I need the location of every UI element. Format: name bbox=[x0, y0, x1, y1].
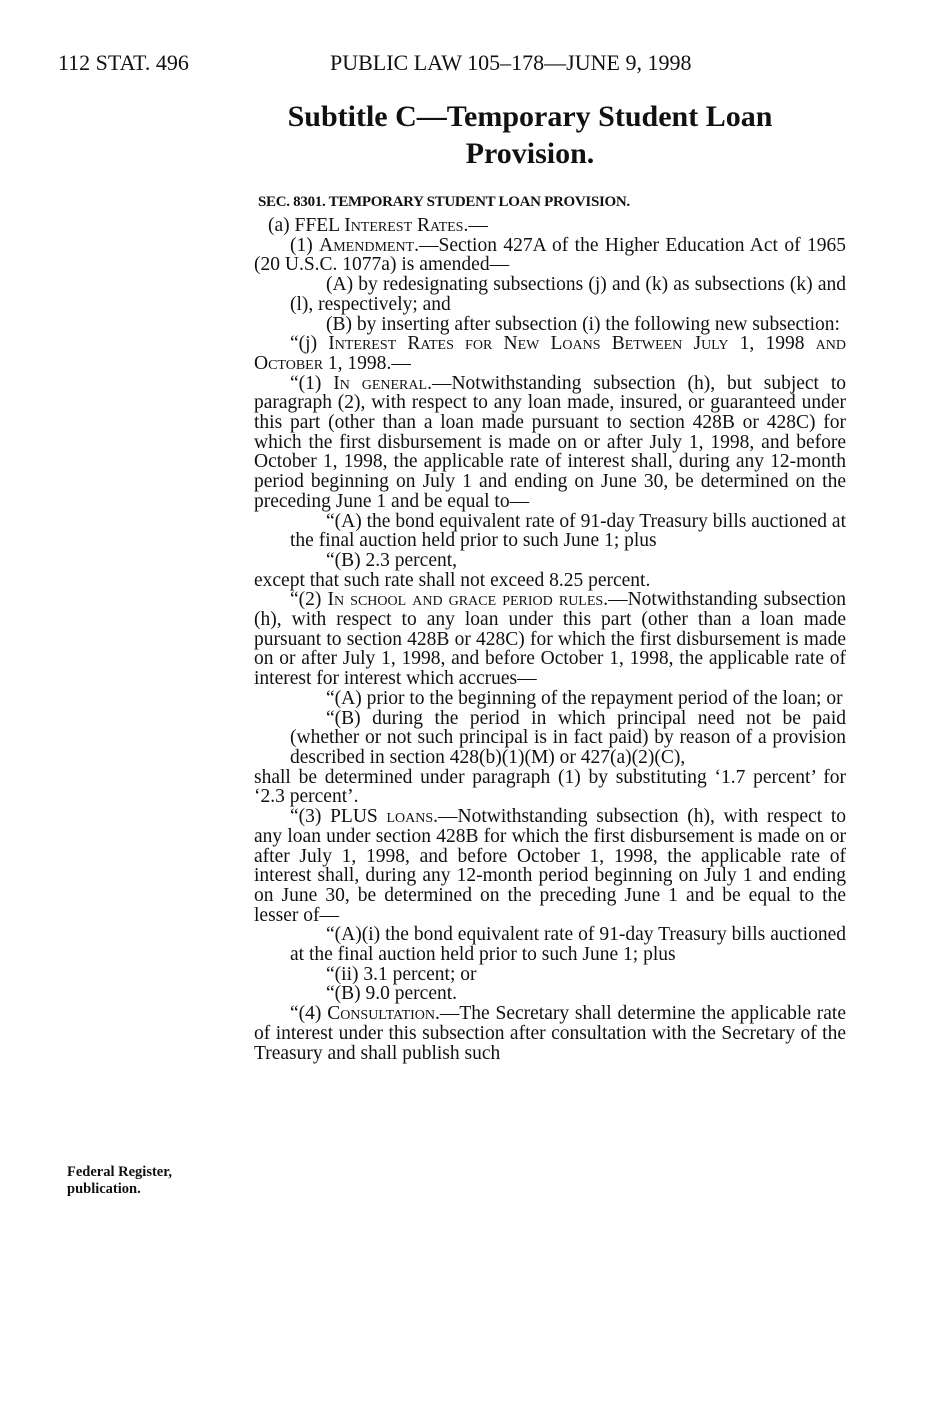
paragraph-1-text: .—Section 427A of the Higher Education Act of 1965 (20 U.S.C. 1077a) is amended— bbox=[254, 234, 846, 276]
subsection-j-tail: .— bbox=[386, 352, 411, 374]
j-paragraph-2 bbox=[254, 590, 846, 689]
j3-clause-ii: “(ii) 3.1 percent; or bbox=[326, 963, 477, 985]
j3-heading: loans bbox=[386, 806, 434, 828]
paragraph-1 bbox=[254, 236, 846, 275]
paragraph-1-label: (1) bbox=[290, 234, 320, 256]
j1-subparagraph-A: “(A) the bond equivalent rate of 91-day Treasury bills auctioned at the final auction held prior to such June 1; plus bbox=[290, 510, 846, 552]
subsection-j-label: “(j) bbox=[290, 333, 329, 355]
public-law-citation: PUBLIC LAW 105–178—JUNE 9, 1998 bbox=[330, 50, 692, 75]
j2-text: .—Notwithstanding subsection (h), with respect to any loan under this part (other than a loan made pursuant to section 428B or 428C) for which the first disbursement is made on or after July 1, 1998, and before October 1, 1998, the applicable rate of interest for interest which accrues— bbox=[254, 589, 846, 690]
j-paragraph-4 bbox=[254, 1004, 846, 1063]
page-header bbox=[0, 50, 947, 78]
j1-subparagraph-B: “(B) 2.3 percent, bbox=[326, 549, 458, 571]
j1-except-clause: except that such rate shall not exceed 8.25 percent. bbox=[254, 569, 651, 591]
subsection-a-label: (a) bbox=[268, 215, 295, 236]
j2-subparagraph-B: “(B) during the period in which principal need not be paid (whether or not such principal is in fact paid) by reason of a provision described in section 428(b)(1)(M) or 427(a)(2)(C), bbox=[290, 707, 846, 768]
j-paragraph-3 bbox=[254, 807, 846, 925]
subsection-a-heading: FFEL Interest Rates bbox=[294, 215, 464, 236]
j3-subparagraph-B: “(B) 9.0 percent. bbox=[326, 983, 458, 1005]
j-paragraph-1 bbox=[254, 374, 846, 512]
subparagraph-B: (B) by inserting after subsection (i) the following new subsection: bbox=[326, 313, 840, 335]
subsection-j-heading: Interest Rates for New Loans Between July 1, 1998 and October 1, 1998 bbox=[254, 333, 846, 374]
j2-shall-clause: shall be determined under paragraph (1) by substituting ‘1.7 percent’ for ‘2.3 percent’. bbox=[254, 766, 846, 808]
subtitle-heading: Subtitle C—Temporary Student Loan Provision. bbox=[287, 100, 773, 170]
j4-text: .—The Secretary shall determine the applicable rate of interest under this subsection after consultation with the Secretary of the Treasury and shall publish such bbox=[254, 1003, 846, 1064]
subparagraph-A: (A) by redesignating subsections (j) and (k) as subsections (k) and (l), respectively; and bbox=[290, 274, 846, 315]
j3-subparagraph-A-i: “(A)(i) the bond equivalent rate of 91-day Treasury bills auctioned at the final auction held prior to such June 1; plus bbox=[290, 924, 846, 966]
j3-label: “(3) PLUS bbox=[290, 806, 387, 828]
j4-label: “(4) bbox=[290, 1003, 328, 1025]
j2-heading: In school and grace period rules bbox=[327, 589, 604, 611]
j3-text: .—Notwithstanding subsection (h), with respect to any loan under section 428B for which the first disbursement is made on or after July 1, 1998, and before October 1, 1998, the applicable rate of interest shall, during any 12-month period beginning on July 1 and ending on June 30, be determined on the preceding June 1 and be equal to the lesser of— bbox=[254, 806, 847, 926]
new-subsection-j bbox=[254, 334, 846, 373]
j2-subparagraph-A: “(A) prior to the beginning of the repayment period of the loan; or bbox=[326, 687, 843, 709]
j1-text: .—Notwithstanding subsection (h), but subject to paragraph (2), with respect to any loan made, insured, or guaranteed under this part (other than a loan made pursuant to section 428B or 428C) for which the first disbursement is made on or after July 1, 1998, and before October 1, 1998, the applicable rate of interest shall, during any 12-month period beginning on July 1 and ending on June 30, be determined on the preceding June 1 and be equal to— bbox=[254, 372, 846, 512]
subsection-a-tail: .— bbox=[463, 215, 488, 236]
statute-body bbox=[254, 216, 846, 1063]
section-heading: SEC. 8301. TEMPORARY STUDENT LOAN PROVISION. bbox=[258, 194, 630, 210]
j1-heading: In general bbox=[333, 372, 428, 394]
margin-note: Federal Register, publication. bbox=[67, 1164, 172, 1197]
subsection-a bbox=[254, 216, 846, 236]
j2-label: “(2) bbox=[290, 589, 328, 611]
j4-heading: Consultation bbox=[327, 1003, 436, 1025]
j1-label: “(1) bbox=[290, 372, 334, 394]
paragraph-1-heading: Amendment bbox=[319, 234, 415, 256]
statute-page-number: 112 STAT. 496 bbox=[58, 50, 189, 75]
